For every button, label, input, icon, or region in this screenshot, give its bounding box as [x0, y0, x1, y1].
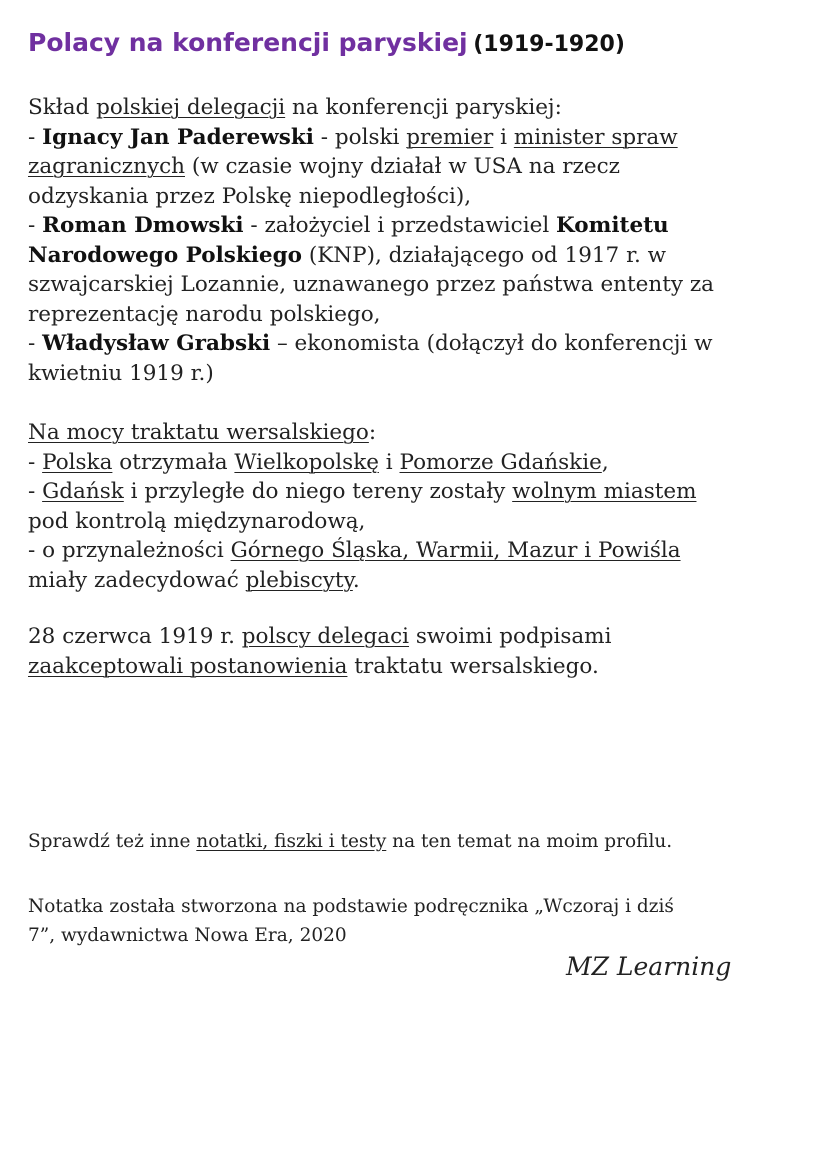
- treaty-heading: Na mocy traktatu wersalskiego:: [28, 420, 377, 445]
- delegate-dmowski: - Roman Dmowski - założyciel i przedstawiciel Komitetu: [28, 213, 669, 238]
- treaty-section: [28, 418, 818, 595]
- source-line-2: 7”, wydawnictwa Nowa Era, 2020: [28, 925, 347, 946]
- signing-line-1: 28 czerwca 1919 r. polscy delegaci swoimi podpisami: [28, 624, 612, 649]
- delegate-dmowski-cont3: reprezentację narodu polskiego,: [28, 301, 381, 327]
- profile-note: Sprawdź też inne notatki, fiszki i testy na ten temat na moim profilu.: [28, 831, 673, 852]
- treaty-item-gdansk: - Gdańsk i przyległe do niego tereny zostały wolnym miastem: [28, 479, 697, 504]
- treaty-item-plebiscites: - o przynależności Górnego Śląska, Warmii, Mazur i Powiśla: [28, 538, 681, 563]
- page-title: [28, 28, 625, 57]
- source-note: [28, 892, 818, 950]
- title-years: (1919-1920): [473, 32, 625, 57]
- delegate-paderewski-cont2: odzyskania przez Polskę niepodległości),: [28, 183, 472, 209]
- signing-section: [28, 622, 818, 681]
- delegate-grabski: - Władysław Grabski – ekonomista (dołączył do konferencji w: [28, 331, 713, 356]
- treaty-item-poland: - Polska otrzymała Wielkopolskę i Pomorze Gdańskie,: [28, 449, 609, 475]
- delegate-paderewski: - Ignacy Jan Paderewski - polski premier i minister spraw: [28, 124, 678, 150]
- delegation-intro: Skład polskiej delegacji na konferencji paryskiej:: [28, 95, 562, 120]
- delegate-dmowski-cont: Narodowego Polskiego (KNP), działającego od 1917 r. w: [28, 242, 667, 268]
- signing-line-2: zaakceptowali postanowienia traktatu wersalskiego.: [28, 653, 599, 679]
- treaty-item-plebiscites-cont: miały zadecydować plebiscyty.: [28, 567, 360, 593]
- source-line-1: Notatka została stworzona na podstawie podręcznika „Wczoraj i dziś: [28, 896, 674, 917]
- delegate-grabski-cont: kwietniu 1919 r.): [28, 360, 214, 386]
- profile-link[interactable]: notatki, fiszki i testy: [196, 831, 387, 852]
- delegate-dmowski-cont2: szwajcarskiej Lozannie, uznawanego przez państwa ententy za: [28, 272, 715, 297]
- delegation-section: [28, 93, 818, 388]
- title-main: Polacy na konferencji paryskiej: [28, 28, 468, 57]
- treaty-item-gdansk-cont: pod kontrolą międzynarodową,: [28, 508, 366, 534]
- signature: MZ Learning: [566, 952, 732, 981]
- delegate-paderewski-cont: zagranicznych (w czasie wojny działał w USA na rzecz: [28, 154, 620, 179]
